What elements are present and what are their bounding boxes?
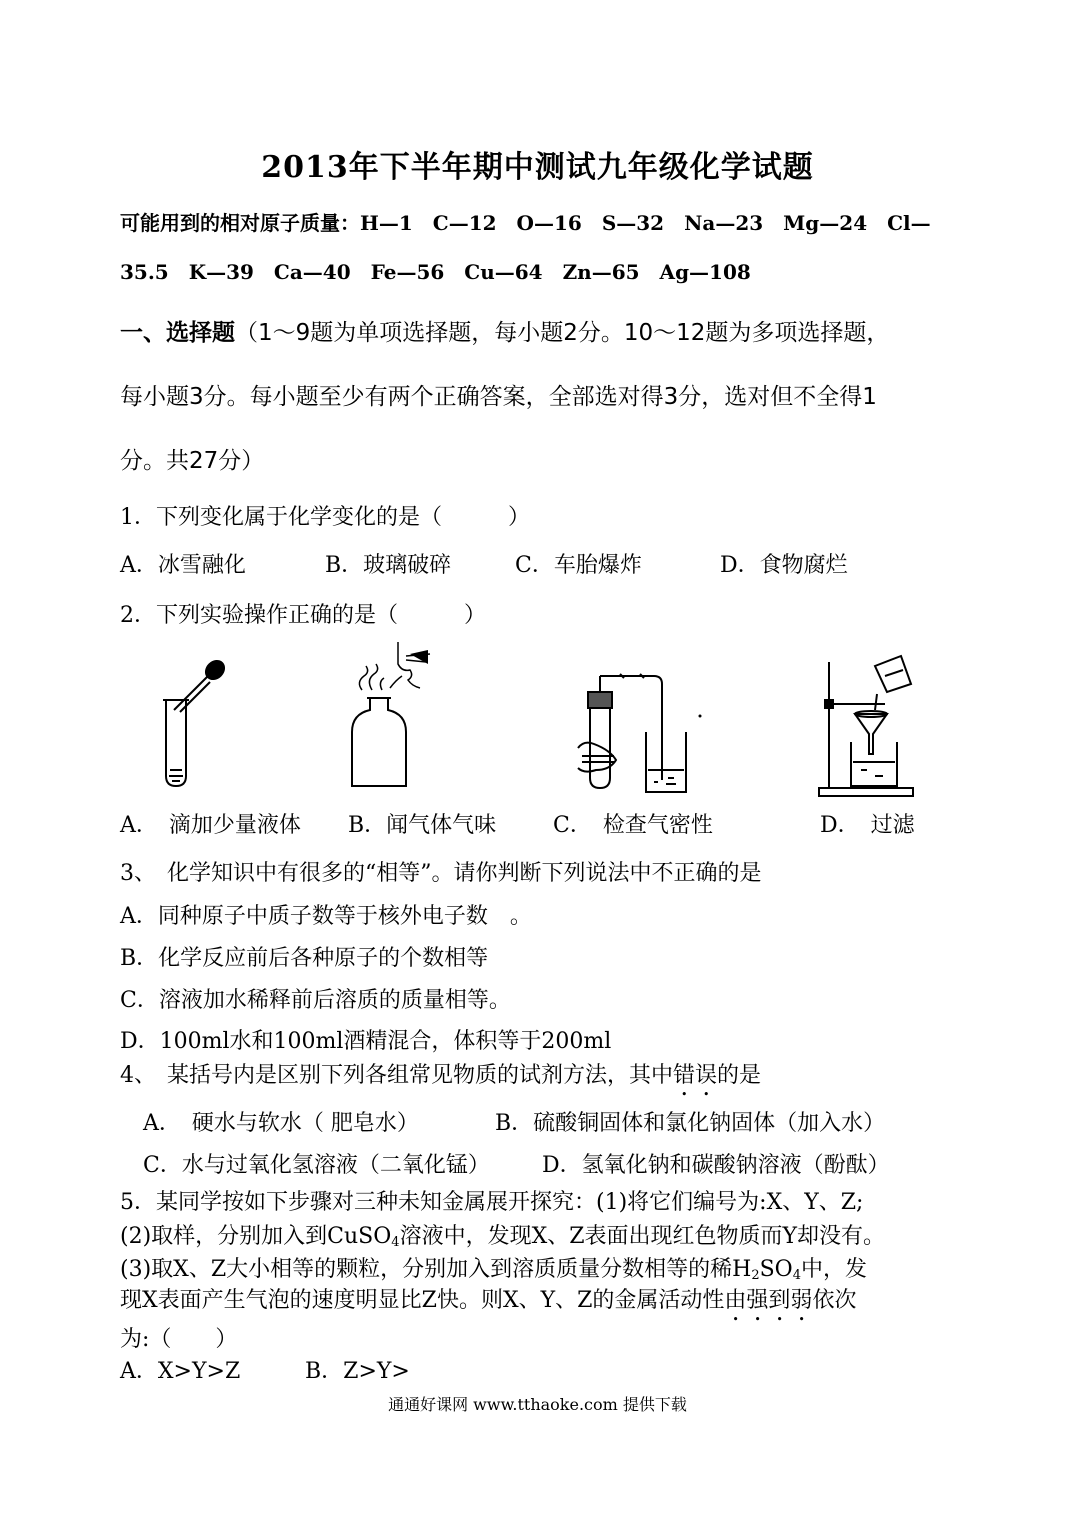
question-1-stem: 1．下列变化属于化学变化的是（ ） — [120, 505, 530, 530]
question-5-line-3-start: (3)取X、Z大小相等的颗粒，分别加入到溶质质量分数相等的稀H — [120, 1257, 752, 1282]
question-5-option-b: B．Z>Y> — [305, 1359, 410, 1384]
question-5-line-3-end: 中，发 — [800, 1257, 867, 1282]
question-2-option-d: D． 过滤 — [820, 813, 915, 838]
page-title: 2013年下半年期中测试九年级化学试题 — [261, 150, 814, 185]
question-5-line-2-start: (2)取样，分别加入到CuSO — [120, 1224, 392, 1249]
question-5-line-4-end: 依次 — [812, 1288, 857, 1313]
question-5-line-4-emphasis: 由强到弱 — [724, 1288, 813, 1313]
question-4-option-c: C．水与过氧化氢溶液（二氧化锰） — [143, 1153, 490, 1178]
section-1-note-3: 分。共27分） — [120, 448, 265, 474]
question-5-line-2-end: 溶液中，发现X、Z表面出现红色物质而Y却没有。 — [399, 1224, 886, 1249]
question-2-option-a: A． 滴加少量液体 — [120, 813, 301, 838]
airtightness-check-figure — [570, 670, 710, 800]
question-5-line-2-subscript: 4 — [391, 1235, 400, 1250]
question-4-option-b: B．硫酸铜固体和氯化钠固体（加入水） — [495, 1111, 886, 1136]
question-3-option-c: C．溶液加水稀释前后溶质的质量相等。 — [120, 988, 511, 1013]
section-1-note-1: （1～9题为单项选择题，每小题2分。10～12题为多项选择题， — [235, 320, 890, 346]
filtration-figure — [815, 650, 925, 800]
question-5-line-4-start: 现X表面产生气泡的速度明显比Z快。则X、Y、Z的金属活动性 — [120, 1288, 725, 1313]
section-1-note-2: 每小题3分。每小题至少有两个正确答案，全部选对得3分，选对但不全得1 — [120, 384, 877, 410]
question-5-line-5: 为:（ ） — [120, 1327, 238, 1352]
question-2-option-b: B．闻气体气味 — [348, 813, 497, 838]
atomic-mass-values-1: H—1 C—12 O—16 S—32 Na—23 Mg—24 Cl— — [360, 211, 931, 235]
question-1-option-a: A．冰雪融化 — [120, 553, 246, 578]
question-1-option-b: B．玻璃破碎 — [325, 553, 452, 578]
question-2-option-c: C． 检查气密性 — [553, 813, 713, 838]
dropper-test-tube-figure — [150, 650, 230, 790]
section-1-heading: 一、选择题 — [120, 320, 235, 346]
question-3-option-d: D．100ml水和100ml酒精混合，体积等于200ml — [120, 1029, 612, 1054]
atomic-mass-line-2: 35.5 K—39 Ca—40 Fe—56 Cu—64 Zn—65 Ag—108 — [120, 260, 751, 284]
question-4-stem-emphasis: 错误 — [673, 1063, 718, 1088]
question-5-option-a: A．X>Y>Z — [120, 1359, 241, 1384]
question-4-option-d: D．氢氧化钠和碳酸钠溶液（酚酞） — [542, 1153, 890, 1178]
question-3-option-b: B．化学反应前后各种原子的个数相等 — [120, 946, 489, 971]
question-5-line-3-mid: SO — [759, 1257, 793, 1282]
smell-gas-bottle-figure — [340, 636, 440, 796]
question-4-stem — [120, 1058, 761, 1101]
question-5-line-3-subscript-2: 4 — [792, 1268, 801, 1283]
question-5-line-4 — [120, 1283, 856, 1326]
question-3-option-a: A．同种原子中质子数等于核外电子数 。 — [120, 904, 532, 929]
question-2-stem: 2．下列实验操作正确的是（ ） — [120, 603, 486, 628]
question-5-line-3 — [120, 1252, 867, 1283]
question-5-line-3-subscript-1: 2 — [751, 1268, 760, 1283]
question-5-line-1: 5．某同学按如下步骤对三种未知金属展开探究：(1)将它们编号为:X、Y、Z; — [120, 1190, 864, 1215]
question-4-option-a: A． 硬水与软水（ 肥皂水） — [143, 1111, 419, 1136]
page-footer: 通通好课网 www.tthaoke.com 提供下载 — [388, 1395, 687, 1414]
atomic-mass-line-1 — [120, 207, 931, 236]
question-1-option-d: D．食物腐烂 — [720, 553, 848, 578]
question-4-stem-start: 4、 某括号内是区别下列各组常见物质的试剂方法，其中 — [120, 1063, 673, 1088]
section-1-heading-line — [120, 314, 889, 347]
question-4-stem-end: 的是 — [717, 1063, 762, 1088]
question-1-option-c: C．车胎爆炸 — [515, 553, 642, 578]
question-3-stem: 3、 化学知识中有很多的“相等”。请你判断下列说法中不正确的是 — [120, 861, 762, 886]
question-5-line-2 — [120, 1219, 885, 1250]
atomic-mass-label: 可能用到的相对原子质量： — [120, 211, 360, 235]
